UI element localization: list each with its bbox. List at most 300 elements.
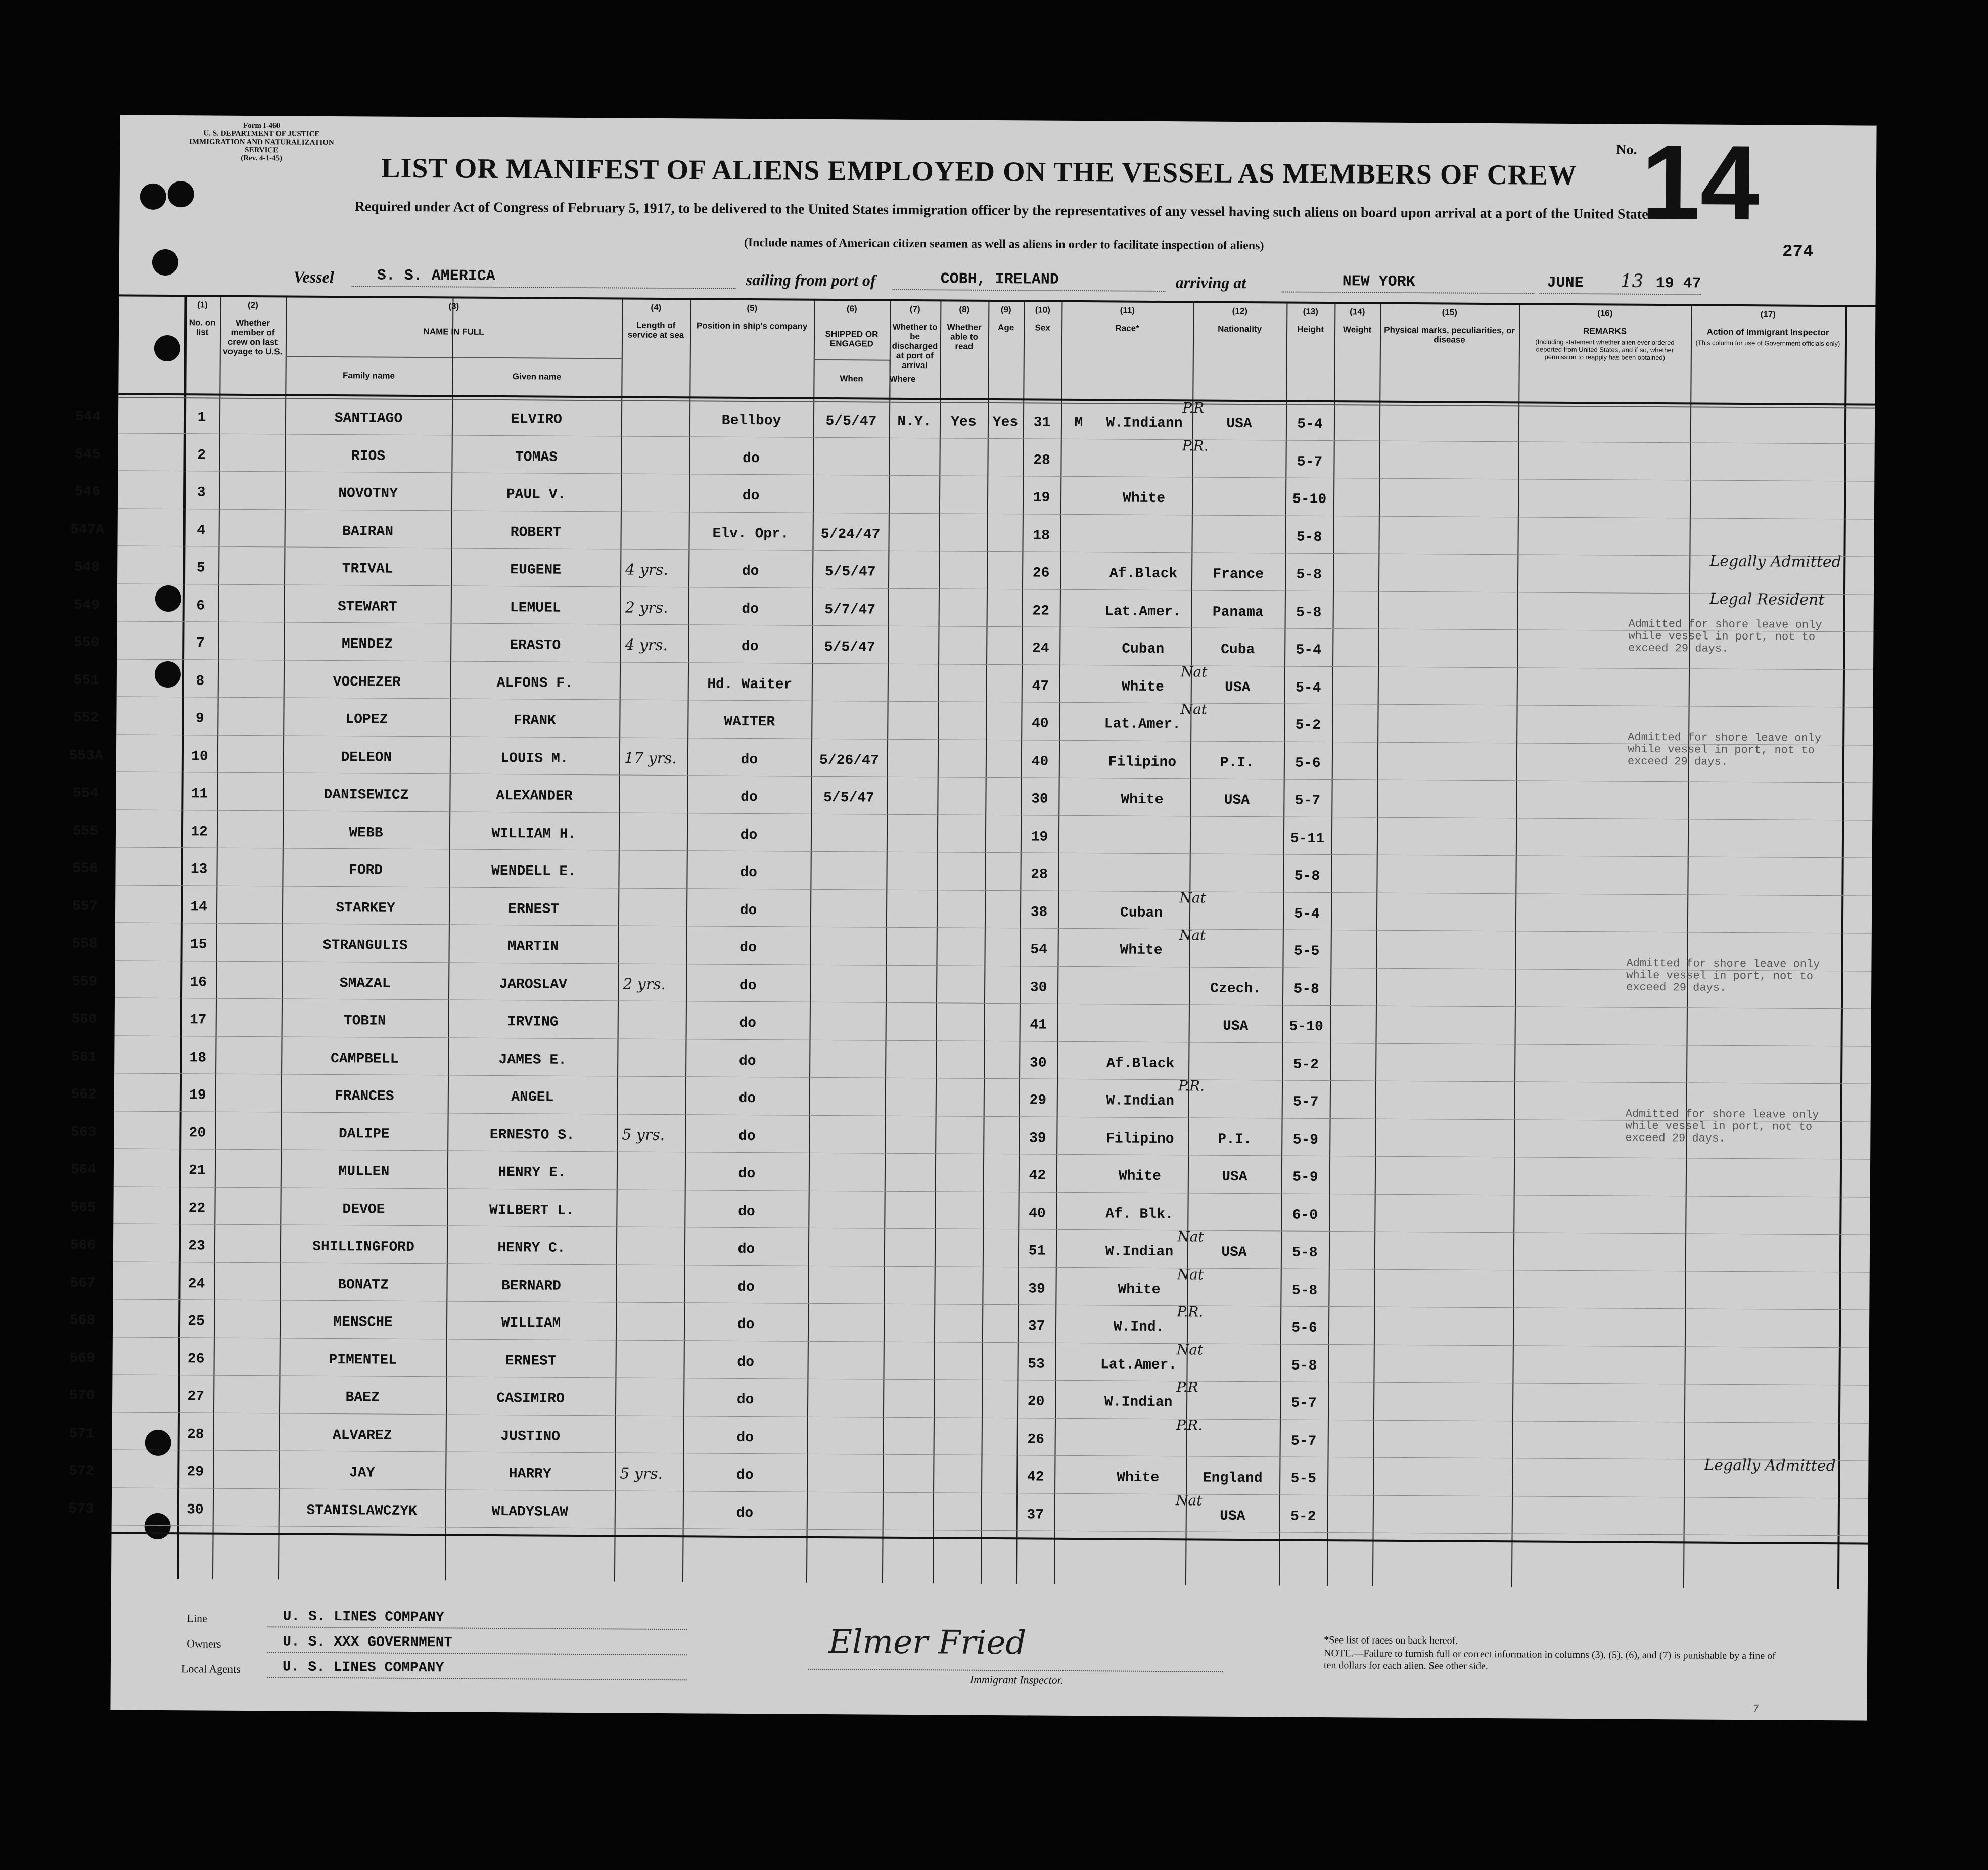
cell-height: 5-4 [1296,642,1322,658]
row-rule [118,433,1875,444]
cell-position: do [738,1204,755,1220]
cell-height: 5-9 [1292,1169,1318,1185]
cell-position: Elv. Opr. [712,526,789,542]
column-header: Whether to be discharged at port of arrival [892,322,938,371]
cell-no: 19 [189,1087,206,1104]
cell-no: 13 [190,861,208,878]
column-rule [1511,303,1520,1587]
cell-family: STANISLAWCZYK [306,1502,418,1519]
column-number: (1) [197,300,208,310]
cell-position: do [741,789,758,806]
cell-no: 28 [187,1426,204,1442]
cell-when: 5/24/47 [820,526,881,543]
cell-race: W.Indian [1104,1394,1173,1411]
corner-mark: 7 [1753,1702,1759,1715]
cell-nationality: USA [1222,1169,1247,1185]
row-rule [117,583,1874,595]
cell-given: ALFONS F. [496,675,574,692]
cell-age: 20 [1027,1394,1045,1410]
sheet-number: 14 [1641,122,1760,243]
cell-given: LOUIS M. [500,750,569,767]
cell-no: 14 [190,899,207,915]
cell-ref: 568 [69,1312,96,1329]
cell-race: Af.Black [1109,566,1178,582]
vessel-value: S. S. AMERICA [377,267,495,285]
cell-race: Lat.Amer. [1100,1356,1177,1373]
cell-position: do [736,1430,754,1446]
cell-nationality: USA [1226,416,1252,432]
cell-family: DALIPE [338,1126,390,1143]
cell-age: 42 [1029,1168,1046,1184]
cell-family: FORD [348,862,383,879]
row-rule [115,960,1871,971]
column-rule [1837,305,1847,1589]
cell-given: EUGENE [510,562,562,578]
column-number: (9) [1000,305,1011,315]
column-number: (15) [1442,307,1457,317]
cell-no: 6 [196,598,205,614]
cell-race: Filipino [1106,1130,1174,1147]
cell-given: HENRY E. [498,1165,566,1181]
cell-no: 30 [186,1501,204,1518]
cell-ref: 559 [71,974,98,990]
column-number: (11) [1120,305,1135,315]
cell-race: White [1118,1168,1161,1185]
cell-position: do [737,1279,755,1295]
cell-age: 37 [1028,1318,1045,1335]
row-rule [116,771,1873,783]
cell-family: MENDEZ [341,636,393,653]
column-header: Position in ship's company [696,321,808,331]
cell-no: 22 [188,1200,206,1216]
cell-height: 5-5 [1293,943,1320,960]
cell-position: do [736,1392,754,1408]
arriving-at-label: arriving at [1175,273,1246,292]
cell-age: 42 [1027,1469,1044,1485]
cell-given: BERNARD [501,1278,561,1294]
column-rule [1372,302,1381,1586]
column-header: No. on list [189,317,216,337]
cell-no: 18 [189,1050,207,1066]
cell-height: 5-8 [1292,1245,1318,1261]
row-rule [115,997,1871,1009]
column-number: (5) [747,303,758,313]
cell-no: 24 [188,1275,205,1292]
line-label: Line [187,1612,207,1625]
local-agents-value: U. S. LINES COMPANY [282,1659,444,1676]
cell-age: 30 [1031,791,1048,807]
cell-age: 37 [1027,1507,1044,1523]
column-header-detail: (This column for use of Government officials only) [1695,339,1840,348]
cell-position: do [736,1467,754,1484]
cell-height: 5-8 [1294,868,1320,884]
cell-race: White [1122,490,1166,507]
cell-race: W.Ind. [1113,1319,1165,1336]
subheader: Given name [512,372,562,382]
cell-family: BONATZ [338,1276,389,1293]
cell-age: 40 [1031,716,1049,732]
cell-nationality: USA [1224,792,1250,809]
cell-ref: 552 [73,710,99,726]
remark-text: Admitted for shore leave only while vessel in port, not to exceed 29 days. [1628,617,1822,655]
binder-hole [168,181,194,207]
cell-ref: 562 [71,1086,97,1103]
column-rule [981,300,990,1584]
cell-when: 5/5/47 [825,413,877,430]
row-rule [115,922,1872,933]
remark-text: Admitted for shore leave only while vessel in port, not to exceed 29 days. [1627,731,1822,768]
column-rule [1683,304,1692,1588]
cell-height: 5-8 [1296,529,1322,545]
cell-height: 5-4 [1294,906,1320,922]
row-rule [113,1223,1870,1235]
race-annotation: P.R. [1177,1303,1204,1320]
cell-given: ERNESTO S. [489,1127,575,1144]
cell-no: 27 [187,1389,205,1405]
sailing-from-label: sailing from port of [746,270,876,290]
inspector-action: Legal Resident [1709,590,1825,609]
cell-age: 30 [1029,1055,1047,1071]
cell-service: 5 yrs. [622,1126,665,1144]
cell-where: N.Y. [897,414,932,430]
cell-family: DEVOE [342,1201,385,1218]
cell-no: 1 [197,409,206,426]
cell-family: STRANGULIS [322,937,408,954]
row-rule [114,1148,1870,1159]
cell-height: 5-7 [1290,1433,1317,1449]
column-header: Age [998,323,1014,333]
column-number: (4) [651,302,662,312]
cell-height: 5-8 [1293,981,1319,997]
cell-age: 51 [1028,1243,1046,1259]
cell-position: do [738,1090,756,1107]
cell-no: 4 [197,522,206,538]
column-header: Whether able to read [947,322,982,351]
cell-height: 5-10 [1292,491,1327,508]
row-rule [115,885,1872,896]
cell-given: JAMES E. [498,1052,567,1068]
cell-race: White [1121,792,1164,808]
cell-when: 5/5/47 [824,564,876,580]
cell-race: W.Indian [1105,1244,1174,1260]
cell-position: do [737,1354,755,1371]
cell-no: 15 [190,937,207,953]
cell-nationality: P.I. [1220,755,1255,771]
cell-ref: 570 [69,1388,95,1404]
cell-given: MARTIN [507,939,559,955]
cell-discharged: Yes [951,414,977,430]
cell-age: 39 [1028,1281,1045,1297]
column-header: Sex [1035,323,1050,333]
cell-age: 53 [1028,1356,1045,1373]
cell-age: 54 [1030,942,1048,958]
cell-no: 9 [195,711,204,727]
cell-no: 26 [187,1351,205,1367]
cell-position: do [743,450,760,467]
row-rule [112,1412,1869,1423]
cell-family: JAY [349,1465,375,1481]
column-number: (3) [448,301,459,311]
page-number: 274 [1782,242,1814,262]
cell-ref: 554 [73,785,99,802]
cell-no: 7 [196,635,205,652]
row-rule [117,621,1874,632]
column-number: (10) [1035,305,1051,315]
cell-position: do [738,1128,756,1145]
cell-family: ALVAREZ [332,1427,392,1444]
cell-race: White [1121,679,1164,695]
cell-nationality: USA [1219,1508,1245,1524]
cell-race: Af.Black [1106,1055,1175,1072]
column-number: (12) [1232,306,1248,316]
cell-given: ERNEST [505,1353,557,1370]
cell-when: 5/5/47 [823,790,874,806]
cell-ref: 567 [70,1275,96,1291]
cell-no: 25 [188,1313,205,1330]
cell-given: WILBERT L. [489,1202,575,1219]
cell-age: 31 [1033,415,1051,431]
race-annotation: Nat [1179,889,1206,906]
race-annotation: P.R [1182,399,1205,417]
cell-height: 5-2 [1295,717,1321,734]
cell-family: LOPEZ [345,712,388,728]
row-rule [112,1449,1869,1461]
row-rule [114,1073,1871,1084]
cell-race: Cuban [1122,641,1165,658]
cell-age: 28 [1033,452,1050,469]
row-rule [118,470,1874,481]
cell-family: SANTIAGO [334,411,403,427]
cell-position: do [738,1166,756,1182]
cell-position: do [742,563,759,580]
sheet-number-label: No. [1616,142,1637,158]
cell-ref: 556 [72,860,98,877]
cell-ref: 548 [74,559,100,576]
cell-given: ERASTO [510,637,561,654]
cell-ref: 571 [69,1426,95,1442]
cell-given: IRVING [507,1014,559,1030]
cell-ref: 544 [75,408,101,425]
cell-no: 17 [189,1012,207,1028]
column-header: Physical marks, peculiarities, or disease [1384,325,1515,345]
column-header: REMARKS [1583,326,1627,336]
cell-race: Af. Blk. [1105,1206,1174,1222]
row-rule [113,1299,1869,1310]
row-rule [117,659,1873,670]
cell-height: 5-8 [1291,1283,1318,1299]
cell-age: 19 [1033,490,1050,506]
cell-height: 6-0 [1292,1207,1318,1223]
cell-no: 23 [188,1238,205,1254]
column-number: (16) [1597,308,1613,318]
cell-race: Lat.Amer. [1104,716,1181,733]
row-rule [118,508,1874,519]
cell-given: CASIMIRO [496,1391,565,1407]
cell-position: WAITER [724,714,775,731]
cell-nationality: France [1213,566,1264,583]
cell-no: 16 [190,974,207,990]
arriving-port-value: NEW YORK [1342,273,1415,291]
sailing-port-value: COBH, IRELAND [940,270,1059,289]
cell-no: 5 [196,560,205,576]
cell-no: 8 [196,673,205,689]
row-rule [113,1337,1869,1348]
cell-no: 2 [197,447,206,463]
cell-given: PAUL V. [506,487,566,503]
arrival-month: JUNE [1547,274,1584,292]
crew-manifest-table [68,294,1875,1589]
binder-hole [140,184,166,210]
cell-height: 5-2 [1293,1057,1319,1073]
subheader-rule [286,356,622,359]
cell-given: FRANK [513,713,556,729]
column-rule [933,299,942,1583]
cell-family: WEBB [349,825,383,841]
cell-height: 5-11 [1290,831,1325,847]
cell-service: 4 yrs. [625,561,669,579]
cell-height: 5-8 [1291,1358,1317,1374]
cell-height: 5-7 [1297,454,1323,470]
cell-position: do [742,488,760,505]
cell-age: 26 [1027,1431,1045,1448]
cell-age: 40 [1031,753,1049,770]
cell-position: do [739,902,757,919]
subheader: Family name [342,371,395,381]
cell-nationality: England [1203,1470,1263,1487]
row-rule [116,847,1872,858]
cell-position: do [739,940,757,956]
cell-nationality: USA [1224,679,1251,696]
cell-race: White [1120,942,1163,959]
cell-nationality: Panama [1212,604,1264,620]
column-number: (17) [1760,309,1776,320]
cell-given: WILLIAM [501,1315,561,1332]
cell-family: BAEZ [345,1390,380,1406]
binder-hole [152,249,178,276]
row-rule [112,1487,1868,1498]
cell-family: SMAZAL [339,975,391,992]
document-title: LIST OR MANIFEST OF ALIENS EMPLOYED ON THE VESSEL AS MEMBERS OF CREW [381,152,1577,192]
cell-ref: 551 [73,672,100,689]
race-annotation: P.R [1176,1379,1198,1396]
inspector-action: Legally Admitted [1709,552,1841,571]
remark-text: Admitted for shore leave only while vessel in port, not to exceed 29 days. [1626,956,1820,994]
cell-given: LEMUEL [510,600,561,616]
column-header-detail: (Including statement whether alien ever ordered deported from United States, and if so, whether permission to reapply has been obtained) [1535,338,1675,362]
cell-race: W.Indian [1106,1093,1175,1110]
vessel-label: Vessel [293,267,334,287]
cell-race: W.Indiann [1106,415,1183,432]
cell-ref: 565 [70,1200,96,1216]
cell-given: JAROSLAV [499,976,567,993]
inspector-signature: Elmer Fried [828,1623,1027,1662]
column-header: Height [1297,324,1324,334]
cell-position: do [740,827,758,843]
cell-ref: 561 [71,1049,97,1065]
remark-text: Admitted for shore leave only while vessel in port, not to exceed 29 days. [1625,1107,1819,1145]
row-rule [112,1374,1869,1385]
cell-nationality: Czech. [1210,981,1262,997]
cell-nationality: USA [1222,1018,1249,1035]
cell-family: MULLEN [338,1164,390,1180]
cell-given: ROBERT [510,524,562,541]
cell-age: 47 [1032,678,1049,695]
cell-ref: 550 [73,634,100,651]
owners-value: U. S. XXX GOVERNMENT [283,1634,453,1651]
cell-given: HENRY C. [497,1240,566,1256]
cell-position: do [740,864,757,881]
column-header: SHIPPED OR ENGAGED [825,329,879,349]
cell-race: Filipino [1108,754,1177,770]
cell-ref: 557 [72,898,98,915]
column-number: (8) [959,304,970,314]
cell-position: do [742,601,759,617]
row-rule [116,809,1872,820]
cell-given: ERNEST [508,901,560,918]
column-header: Nationality [1218,324,1262,334]
cell-family: DANISEWICZ [323,787,409,803]
inspector-label: Immigrant Inspector. [969,1673,1064,1686]
cell-given: WILLIAM H. [491,826,577,842]
cell-height: 5-7 [1294,793,1321,809]
cell-when: 5/26/47 [819,752,879,769]
cell-race: White [1117,1470,1160,1486]
row-rule [116,734,1873,745]
cell-given: WENDELL E. [491,863,577,880]
race-annotation: P.R. [1176,1416,1203,1434]
race-annotation: Nat [1175,1491,1203,1509]
cell-given: ALEXANDER [496,788,573,804]
cell-ref: 573 [68,1501,95,1517]
cell-position: do [737,1241,755,1258]
cell-age: 38 [1030,904,1048,921]
race-annotation: P.R. [1178,1077,1205,1094]
column-header: Race* [1115,323,1139,333]
column-header: Weight [1343,325,1372,335]
cell-height: 5-4 [1297,416,1323,432]
local-agents-label: Local Agents [181,1662,241,1675]
cell-service: 2 yrs. [623,975,666,993]
cell-family: FRANCES [334,1088,394,1105]
cell-service: 2 yrs. [625,599,668,617]
row-rule [113,1261,1870,1272]
cell-service: 5 yrs. [620,1465,663,1483]
column-header: Length of service at sea [627,320,684,340]
cell-service: 4 yrs. [625,636,668,655]
cell-nationality: P.I. [1218,1131,1252,1148]
cell-service: 17 yrs. [624,749,677,767]
subheader: When [840,374,863,384]
cell-family: DELEON [341,749,392,766]
column-number: (6) [846,304,857,314]
cell-no: 11 [191,786,208,802]
cell-race: Cuban [1120,905,1163,921]
cell-race: White [1118,1282,1161,1298]
document-subtitle: Required under Act of Congress of February 5, 1917, to be delivered to the United States immigration officer by the representatives of any vessel having such aliens on board upon arrival at a port of the United States [354,199,1654,222]
column-header: NAME IN FULL [423,327,484,337]
subheader-rule [814,359,890,361]
column-number: (7) [909,304,920,314]
cell-height: 5-2 [1290,1509,1316,1525]
document-instruction: (Include names of American citizen seamen as well as aliens in order to facilitate inspection of aliens) [744,236,1264,253]
cell-age: 29 [1029,1092,1047,1109]
column-rule [882,299,891,1583]
cell-age: 40 [1029,1205,1046,1222]
cell-age: 39 [1029,1130,1046,1147]
cell-height: 5-5 [1290,1471,1317,1487]
cell-position: do [741,638,759,655]
cell-given: TOMAS [515,449,558,466]
